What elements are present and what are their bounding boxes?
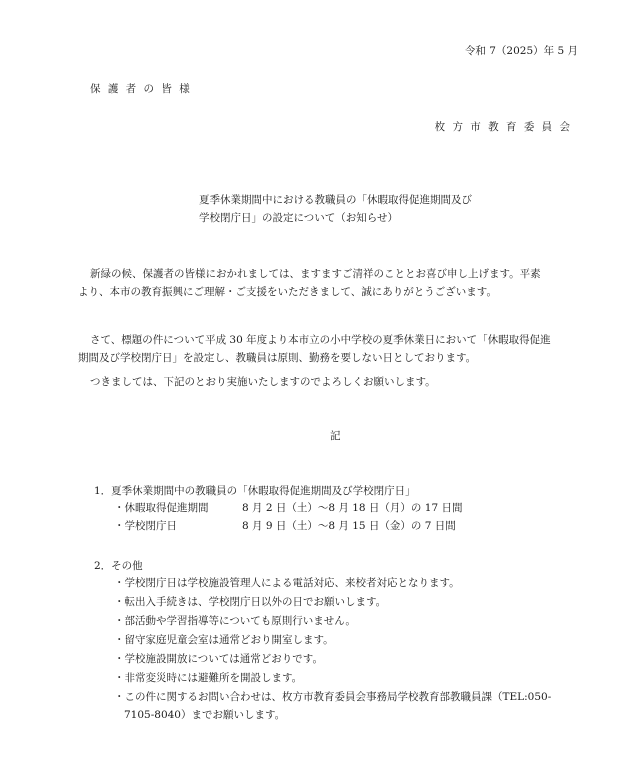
notice-paragraph-line-1: さて、標題の件について平成 30 年度より本市立の小中学校の夏季休業日において「休暇取得促進 <box>90 334 551 346</box>
period-value: 8 月 2 日（土）～8 月 18 日（月）の 17 日間 <box>242 502 463 514</box>
list-item: ・転出入手続きは、学校閉庁日以外の日でお願いします。 <box>114 596 387 608</box>
closure-value: 8 月 9 日（土）～8 月 15 日（金）の 7 日間 <box>242 520 456 532</box>
list-item: ・非常変災時には避難所を開設します。 <box>114 672 303 684</box>
list-item: ・留守家庭児童会室は通常どおり開室します。 <box>114 634 334 646</box>
request-paragraph: つきましては、下記のとおり実施いたしますのでよろしくお願いします。 <box>90 376 436 388</box>
document-title-line-2: 学校閉庁日」の設定について（お知らせ） <box>199 212 398 224</box>
notice-paragraph-line-2: 期間及び学校閉庁日」を設定し、教職員は原則、勤務を要しない日としております。 <box>78 352 477 364</box>
issuer: 枚 方 市 教 育 委 員 会 <box>434 121 572 133</box>
list-item-continuation: 7105-8040）までお願いします。 <box>124 709 286 721</box>
period-label: ・休暇取得促進期間 <box>114 502 209 514</box>
greeting-paragraph-line-2: より、本市の教育振興にご理解・ご支援をいただきまして、誠にありがとうございます。 <box>78 286 497 298</box>
list-item: ・この件に関するお問い合わせは、枚方市教育委員会事務局学校教育部教職員課（TEL:050- <box>114 691 552 703</box>
list-item: ・学校閉庁日は学校施設管理人による電話対応、来校者対応となります。 <box>114 577 460 589</box>
document-title-line-1: 夏季休業期間中における教職員の「休暇取得促進期間及び <box>199 194 472 206</box>
issue-date: 令和 7（2025）年 5 月 <box>464 45 578 57</box>
list-item: ・学校施設開放については通常どおりです。 <box>114 653 323 665</box>
greeting-paragraph-line-1: 新緑の候、保護者の皆様におかれましては、ますますご清祥のこととお喜び申し上げます。平素 <box>90 268 541 280</box>
closure-label: ・学校閉庁日 <box>114 520 177 532</box>
list-item: ・部活動や学習指導等についても原則行いません。 <box>114 615 356 627</box>
section-2-heading: 2．その他 <box>94 560 143 572</box>
addressee: 保 護 者 の 皆 様 <box>90 83 192 95</box>
ki-marker: 記 <box>330 430 341 442</box>
section-1-heading: 1．夏季休業期間中の教職員の「休暇取得促進期間及び学校閉庁日」 <box>94 485 416 497</box>
